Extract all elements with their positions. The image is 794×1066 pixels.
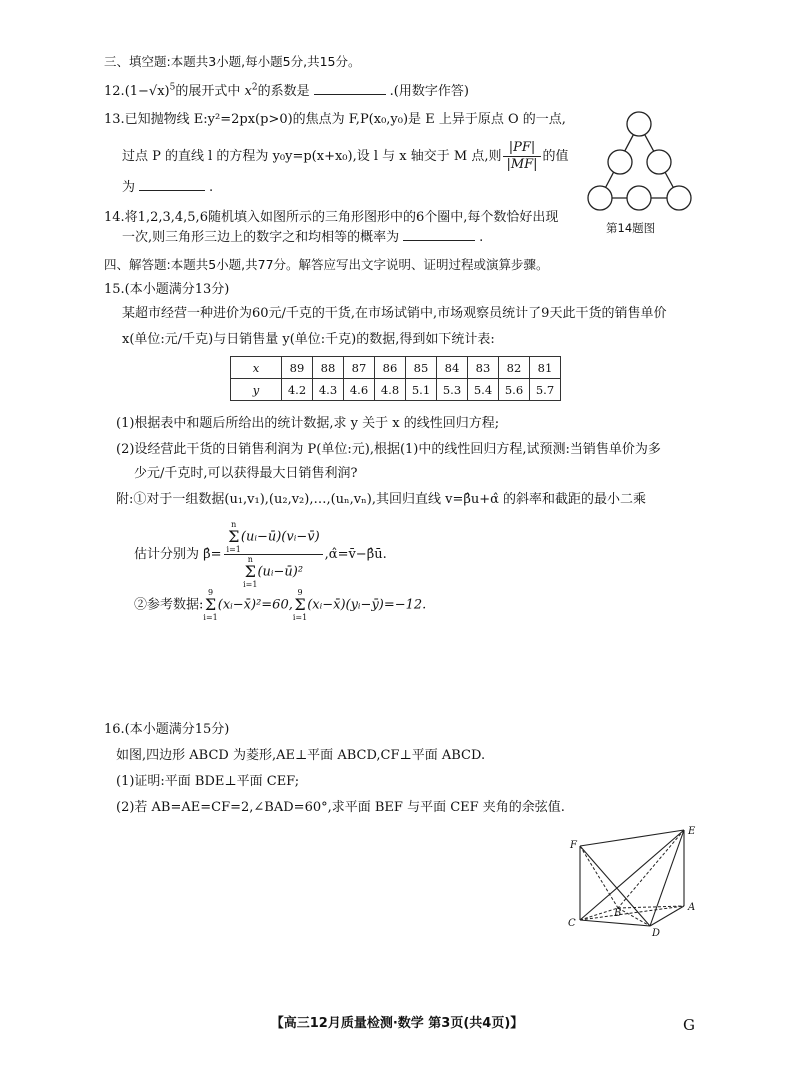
edge-DA [650,906,684,926]
q12-text2: 的系数是 [257,84,310,99]
sum-upper-limit: n [247,555,253,564]
q15-note2-text: 估计分别为 β̂= [134,547,222,562]
label-E: E [688,826,696,837]
q12-x: x [244,84,252,99]
q15-note3 [134,588,426,622]
table-cell: 86 [375,357,406,379]
table-cell: 89 [282,357,313,379]
label-F: F [570,840,577,851]
edge-CA-hidden [580,906,684,920]
table-cell: 4.2 [282,379,313,401]
q13-line1: 13.已知抛物线 E:y²=2px(p>0)的焦点为 F,P(x₀,y₀)是 E 上异于原点 O 的一点, [104,112,566,127]
q15-note3-term2: (xᵢ−x̄)(yᵢ−ȳ)=−12. [307,597,427,613]
beta-den-expr: (uᵢ−ū)² [257,564,304,580]
section-3-title: 三、填空题:本题共3小题,每小题5分,共15分。 [104,54,361,69]
table-header-x: x [231,357,282,379]
table-cell: 82 [499,357,530,379]
q16-part1: (1)证明:平面 BDE⊥平面 CEF; [116,774,300,789]
beta-num-expr: (uᵢ−ū)(vᵢ−v̄) [240,529,320,545]
table-cell: 81 [530,357,561,379]
circle-mid-right [647,150,671,174]
edge-CB-hidden [580,908,618,920]
table-cell: 4.3 [313,379,344,401]
q12-number: 12. [104,84,125,99]
page-corner-mark: G [683,1016,695,1034]
sum-upper-limit: 9 [297,588,303,597]
q13-answer-blank[interactable] [139,178,205,191]
q15-note2 [134,520,387,589]
page-footer: 【高三12月质量检测·数学 第3页(共4页)】 [270,1016,524,1031]
table-cell: 87 [344,357,375,379]
sum-lower-limit: i=1 [226,545,241,554]
table-row-y [231,379,561,401]
q15-line2: x(单位:元/千克)与日销售量 y(单位:千克)的数据,得到如下统计表: [122,332,495,347]
q15-note2-end: ,α̂=v̄−β̂ū. [324,547,387,562]
q15-part2b: 少元/千克时,可以获得最大日销售利润? [134,466,358,481]
table-row-x [231,357,561,379]
beta-hat-fraction [224,520,323,589]
sum-upper-limit: n [231,520,237,529]
q13-end: . [209,180,214,195]
sum-symbol-1: 9 Σ i=1 [203,588,218,622]
label-A: A [688,902,696,913]
q12-answer-blank[interactable] [314,82,386,95]
q16-part2: (2)若 AB=AE=CF=2,∠BAD=60°,求平面 BEF 与平面 CEF 夹角的余弦值. [116,800,565,815]
q13-frac-num: |PF| [503,140,540,157]
q13-line2-text: 过点 P 的直线 l 的方程为 y₀y=p(x+x₀),设 l 与 x 轴交于 M 点,则 [122,149,502,164]
table-cell: 4.8 [375,379,406,401]
sum-symbol-2: 9 Σ i=1 [292,588,308,622]
table-cell: 4.6 [344,379,375,401]
q15-note3-term1: (xᵢ−x̄)²=60, [217,597,293,613]
label-D: D [652,928,661,939]
q14-answer-blank[interactable] [403,228,475,241]
label-B: B [614,908,622,919]
q15-note3-label: ②参考数据: [134,597,204,613]
q13-frac-den: |MF| [506,157,538,172]
circle-mid-left [608,150,632,174]
q14-line1: 14.将1,2,3,4,5,6随机填入如图所示的三角形图形中的6个圈中,每个数恰好出现 [104,210,559,225]
table-cell: 84 [437,357,468,379]
q12-note: .(用数字作答) [389,84,469,99]
sum-lower-limit: i=1 [292,613,308,622]
table-cell: 5.6 [499,379,530,401]
section-4-title: 四、解答题:本题共5小题,共77分。解答应写出文字说明、证明过程或演算步骤。 [104,257,549,272]
q16-header: 16.(本小题满分15分) [104,722,230,737]
sum-lower-limit: i=1 [203,613,218,622]
q13-fraction [503,140,540,173]
edge-FB-hidden [580,846,618,908]
q15-part2a: (2)设经营此干货的日销售利润为 P(单位:元),根据(1)中的线性回归方程,试预测:当销售单价为多 [116,442,661,457]
sum-lower-limit: i=1 [243,580,258,589]
q15-note1: 附:①对于一组数据(u₁,v₁),(u₂,v₂),…,(uₙ,vₙ),其回归直线 v=β̂u+α̂ 的斜率和截距的最小二乘 [116,492,647,507]
q12-exponent: 5 [169,82,176,93]
beta-frac-num [224,520,323,555]
table-header-y: y [231,379,282,401]
table-cell: 88 [313,357,344,379]
sum-upper-limit: 9 [208,588,214,597]
table-cell: 5.1 [406,379,437,401]
table-cell: 85 [406,357,437,379]
edge-CD [580,920,650,926]
q14-line2 [122,228,483,248]
q14-end: . [479,230,484,245]
q12-text1: 的展开式中 [175,84,241,99]
question-12 [104,82,469,102]
prism-geometry-figure [560,822,710,942]
circle-bottom-right [667,186,691,210]
q13-line2-end: 的值 [542,149,569,164]
q13-line3 [122,178,213,198]
sum-symbol-bottom: n Σ i=1 [243,555,258,589]
sales-data-table [230,356,561,401]
q12-expression: (1−√x) [124,84,170,99]
circle-top [627,112,651,136]
circle-bottom-left [588,186,612,210]
table-cell: 5.7 [530,379,561,401]
beta-frac-den [224,555,323,589]
triangle-circles-figure [580,106,700,218]
edge-EB-hidden [618,830,684,908]
q15-part1: (1)根据表中和题后所给出的统计数据,求 y 关于 x 的线性回归方程; [116,416,500,431]
circle-bottom-mid [627,186,651,210]
label-C: C [568,918,576,929]
q12-x-exponent: 2 [251,82,258,93]
q13-line2 [122,140,569,173]
q13-line3-text: 为 [122,180,136,195]
table-cell: 5.3 [437,379,468,401]
q16-line1: 如图,四边形 ABCD 为菱形,AE⊥平面 ABCD,CF⊥平面 ABCD. [116,748,486,763]
sum-symbol-top: n Σ i=1 [226,520,241,554]
figure-14-caption: 第14题图 [606,221,656,235]
q15-line1: 某超市经营一种进价为60元/千克的干货,在市场试销中,市场观察员统计了9天此干货的销售单价 [122,306,667,321]
q15-header: 15.(本小题满分13分) [104,282,230,297]
table-cell: 83 [468,357,499,379]
edge-BA-hidden [618,906,684,908]
table-cell: 5.4 [468,379,499,401]
q14-line2-text: 一次,则三角形三边上的数字之和均相等的概率为 [122,230,400,245]
